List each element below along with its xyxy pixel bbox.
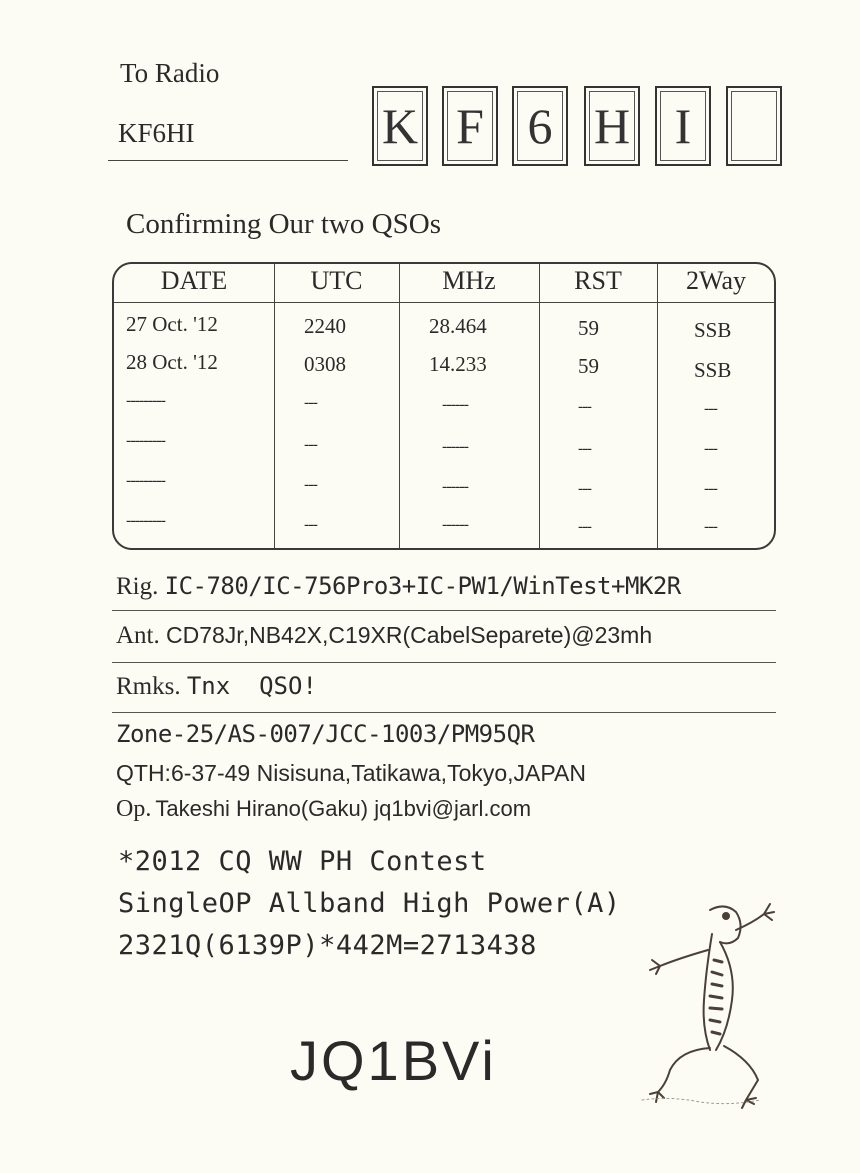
- zone-line: Zone-25/AS-007/JCC-1003/PM95QR: [116, 720, 535, 748]
- call-box-4: H: [584, 86, 640, 166]
- call-box-3: 6: [512, 86, 568, 166]
- call-box-6: [726, 86, 782, 166]
- row5-utc: ---: [304, 476, 317, 493]
- divider: [112, 662, 776, 663]
- to-radio-label: To Radio: [120, 58, 220, 88]
- row6-rst: ---: [578, 518, 591, 535]
- operator-line: [116, 796, 531, 823]
- row6-utc: ---: [304, 516, 317, 533]
- col-divider: [274, 264, 275, 548]
- header-mhz: MHz: [442, 266, 496, 295]
- contest-line-1: *2012 CQ WW PH Contest: [118, 846, 487, 877]
- rig-line: [116, 572, 681, 601]
- row3-mode: ---: [704, 400, 717, 417]
- row2-rst: 59: [578, 354, 599, 378]
- call-box-1: K: [372, 86, 428, 166]
- rig-value: IC-780/IC-756Pro3+IC-PW1/WinTest+MK2R: [164, 572, 681, 600]
- row3-mhz: ------: [442, 396, 468, 413]
- to-callsign: KF6HI: [118, 118, 195, 148]
- divider: [112, 610, 776, 611]
- row1-date: 27 Oct. '12: [126, 312, 218, 336]
- ant-value: CD78Jr,NB42X,C19XR(CabelSeparete)@23mh: [166, 622, 653, 648]
- row2-mode: SSB: [694, 358, 732, 382]
- to-underline: [108, 160, 348, 161]
- row6-date: ---------: [126, 512, 165, 529]
- row5-rst: ---: [578, 480, 591, 497]
- sender-callsign: JQ1BVi: [290, 1029, 497, 1092]
- row4-mhz: ------: [442, 438, 468, 455]
- qth-line: QTH:6-37-49 Nisisuna,Tatikawa,Tokyo,JAPAN: [116, 760, 586, 786]
- ant-label: Ant.: [116, 622, 160, 649]
- ant-line: [116, 622, 652, 650]
- header-rst: RST: [574, 266, 622, 295]
- row1-mode: SSB: [694, 318, 732, 342]
- row3-utc: ---: [304, 394, 317, 411]
- row3-rst: ---: [578, 398, 591, 415]
- col-divider: [657, 264, 658, 548]
- row5-mode: ---: [704, 480, 717, 497]
- row2-mhz: 14.233: [429, 352, 487, 376]
- header-2way: 2Way: [686, 266, 746, 295]
- row5-mhz: ------: [442, 478, 468, 495]
- call-box-2: F: [442, 86, 498, 166]
- remarks-value: Tnx QSO!: [186, 672, 317, 700]
- remarks-label: Rmks.: [116, 673, 181, 700]
- remarks-line: [116, 672, 317, 701]
- call-box-5: I: [655, 86, 711, 166]
- confirmation-heading: Confirming Our two QSOs: [126, 208, 441, 240]
- row1-rst: 59: [578, 316, 599, 340]
- operator-label: Op.: [116, 796, 152, 822]
- divider: [112, 712, 776, 713]
- row2-utc: 0308: [304, 352, 346, 376]
- frog-icon: [640, 900, 790, 1110]
- col-divider: [399, 264, 400, 548]
- col-divider: [539, 264, 540, 548]
- row6-mhz: ------: [442, 516, 468, 533]
- header-utc: UTC: [310, 266, 363, 295]
- row4-rst: ---: [578, 440, 591, 457]
- row1-mhz: 28.464: [429, 314, 487, 338]
- row2-date: 28 Oct. '12: [126, 350, 218, 374]
- row4-utc: ---: [304, 436, 317, 453]
- operator-value: Takeshi Hirano(Gaku) jq1bvi@jarl.com: [155, 796, 532, 821]
- header-date: DATE: [160, 266, 228, 295]
- row4-date: ---------: [126, 432, 165, 449]
- row4-mode: ---: [704, 440, 717, 457]
- rig-label: Rig.: [116, 573, 159, 600]
- row1-utc: 2240: [304, 314, 346, 338]
- row5-date: ---------: [126, 472, 165, 489]
- contest-line-2: SingleOP Allband High Power(A): [118, 888, 621, 919]
- qso-table: [112, 262, 776, 550]
- row3-date: ---------: [126, 392, 165, 409]
- row6-mode: ---: [704, 518, 717, 535]
- contest-line-3: 2321Q(6139P)*442M=2713438: [118, 930, 537, 961]
- header-divider: [114, 302, 774, 303]
